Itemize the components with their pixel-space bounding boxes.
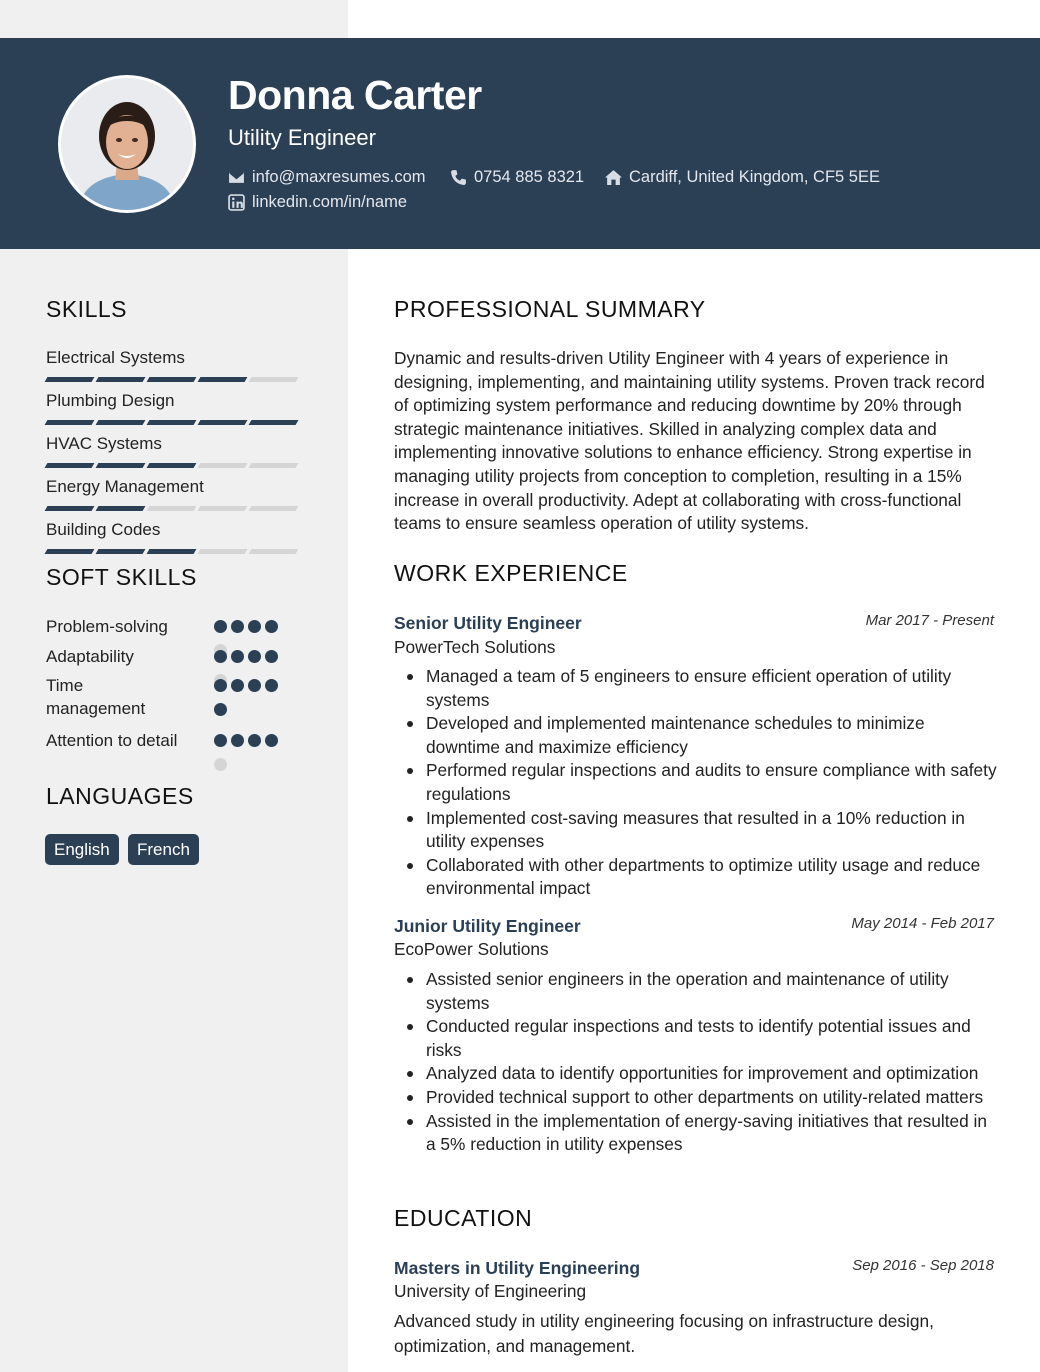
- rating-dot: [265, 620, 278, 633]
- skill-label: Electrical Systems: [46, 348, 185, 367]
- skill-label: Building Codes: [46, 520, 161, 539]
- phone-text: 0754 885 8321: [474, 168, 585, 186]
- skill-level-segment: [96, 549, 146, 554]
- skill-level-segment: [96, 463, 146, 468]
- skill-level-segment: [96, 420, 146, 425]
- email-text: info@maxresumes.com: [252, 168, 426, 186]
- skill-level-segment: [45, 549, 95, 554]
- contact-linkedin[interactable]: [228, 193, 407, 212]
- rating-dot: [248, 679, 261, 692]
- list-item: Provided technical support to other departments on utility-related matters: [426, 1086, 1000, 1110]
- summary-heading: PROFESSIONAL SUMMARY: [394, 296, 706, 322]
- skill-level-segment: [147, 377, 197, 382]
- rating-dot: [265, 650, 278, 663]
- job-dates: Mar 2017 - Present: [865, 612, 994, 629]
- contact-email[interactable]: [228, 168, 426, 187]
- skill-level-segment: [249, 377, 299, 382]
- address-text: Cardiff, United Kingdom, CF5 5EE: [629, 168, 880, 186]
- candidate-name: Donna Carter: [228, 72, 482, 118]
- soft-skill-label: Problem-solving: [46, 617, 168, 636]
- rating-dot: [214, 650, 227, 663]
- skill-level-segment: [147, 549, 197, 554]
- experience-heading: WORK EXPERIENCE: [394, 560, 628, 586]
- rating-dot: [231, 679, 244, 692]
- list-item: Managed a team of 5 engineers to ensure efficient operation of utility systems: [426, 665, 1000, 712]
- skill-level-segment: [147, 506, 197, 511]
- job-position: Junior Utility Engineer: [394, 916, 581, 936]
- job-company: EcoPower Solutions: [394, 939, 549, 959]
- rating-dot: [248, 734, 261, 747]
- contact-address: [605, 168, 880, 187]
- skill-level-bar: [46, 377, 302, 383]
- rating-dot: [231, 734, 244, 747]
- education-degree: Masters in Utility Engineering: [394, 1258, 641, 1278]
- rating-dot: [214, 758, 227, 771]
- list-item: Assisted senior engineers in the operation and maintenance of utility systems: [426, 968, 1000, 1015]
- rating-dot: [248, 650, 261, 663]
- rating-dot: [214, 620, 227, 633]
- list-item: Performed regular inspections and audits to ensure compliance with safety regulations: [426, 759, 1000, 806]
- list-item: Developed and implemented maintenance schedules to minimize downtime and maximize efficiency: [426, 712, 1000, 759]
- skill-level-bar: [46, 463, 302, 469]
- list-item: Conducted regular inspections and tests to identify potential issues and risks: [426, 1015, 1000, 1062]
- rating-dot: [248, 620, 261, 633]
- rating-dot: [214, 734, 227, 747]
- education-school: University of Engineering: [394, 1281, 587, 1301]
- soft-skills-heading: SOFT SKILLS: [46, 564, 197, 590]
- phone-icon: [450, 169, 467, 186]
- job-dates: May 2014 - Feb 2017: [851, 915, 994, 932]
- skills-heading: SKILLS: [46, 296, 127, 322]
- rating-dot: [231, 620, 244, 633]
- skill-label: Energy Management: [46, 477, 204, 496]
- linkedin-icon: [228, 194, 245, 211]
- summary-text: Dynamic and results-driven Utility Engineer with 4 years of experience in designing, implementing, and maintaining utility systems. Proven track record of optimizing system performance and reducing downtime by 20% through strategic maintenance initiatives. Skilled in analyzing complex data and implementing innovative solutions to enhance efficiency. Strong expertise in managing utility projects from conception to completion, resulting in a 15% increase in overall productivity. Adept at collaborating with cross-functional teams to ensure seamless operation of utility systems.: [394, 348, 985, 534]
- education-dates: Sep 2016 - Sep 2018: [852, 1257, 994, 1274]
- job-bullets: [426, 665, 1000, 901]
- envelope-icon: [228, 169, 245, 186]
- skill-level-segment: [198, 377, 248, 382]
- rating-dot: [265, 734, 278, 747]
- skill-level-segment: [96, 377, 146, 382]
- skill-level-segment: [249, 506, 299, 511]
- soft-skill-label: Adaptability: [46, 647, 134, 666]
- skill-label: Plumbing Design: [46, 391, 175, 410]
- skill-level-segment: [198, 463, 248, 468]
- profile-photo: [58, 75, 196, 213]
- skill-level-segment: [96, 506, 146, 511]
- soft-skill-dots: [214, 679, 288, 727]
- skill-level-segment: [147, 463, 197, 468]
- rating-dot: [214, 703, 227, 716]
- skill-level-segment: [249, 420, 299, 425]
- linkedin-text: linkedin.com/in/name: [252, 193, 407, 211]
- job-company: PowerTech Solutions: [394, 637, 556, 657]
- skill-level-segment: [147, 420, 197, 425]
- skill-level-segment: [249, 549, 299, 554]
- skill-level-bar: [46, 420, 302, 426]
- list-item: Implemented cost-saving measures that resulted in a 10% reduction in utility expenses: [426, 807, 1000, 854]
- skill-level-segment: [45, 420, 95, 425]
- rating-dot: [214, 679, 227, 692]
- list-item: Collaborated with other departments to optimize utility usage and reduce environmental impact: [426, 854, 1000, 901]
- skill-level-segment: [198, 549, 248, 554]
- list-item: Assisted in the implementation of energy-saving initiatives that resulted in a 5% reduction in utility expenses: [426, 1110, 1000, 1157]
- rating-dot: [231, 650, 244, 663]
- skill-level-bar: [46, 506, 302, 512]
- job-bullets: [426, 968, 1000, 1157]
- rating-dot: [265, 679, 278, 692]
- skill-level-segment: [45, 506, 95, 511]
- skill-level-bar: [46, 549, 302, 555]
- skill-level-segment: [198, 506, 248, 511]
- skill-label: HVAC Systems: [46, 434, 162, 453]
- language-badge-french: French: [128, 834, 199, 865]
- education-heading: EDUCATION: [394, 1205, 533, 1231]
- contact-phone[interactable]: [450, 168, 584, 187]
- skill-level-segment: [45, 463, 95, 468]
- skill-level-segment: [249, 463, 299, 468]
- candidate-title: Utility Engineer: [228, 125, 376, 150]
- avatar: [61, 78, 193, 210]
- skill-level-segment: [198, 420, 248, 425]
- soft-skill-label: Time management: [46, 676, 146, 718]
- languages-heading: LANGUAGES: [46, 783, 194, 809]
- skill-level-segment: [45, 377, 95, 382]
- language-badge-english: English: [45, 834, 119, 865]
- job-position: Senior Utility Engineer: [394, 613, 582, 633]
- education-description: Advanced study in utility engineering focusing on infrastructure design, optimization, and management.: [394, 1311, 934, 1356]
- list-item: Analyzed data to identify opportunities for improvement and optimization: [426, 1062, 1000, 1086]
- soft-skill-label: Attention to detail: [46, 731, 178, 750]
- home-icon: [605, 169, 622, 186]
- soft-skill-dots: [214, 734, 288, 782]
